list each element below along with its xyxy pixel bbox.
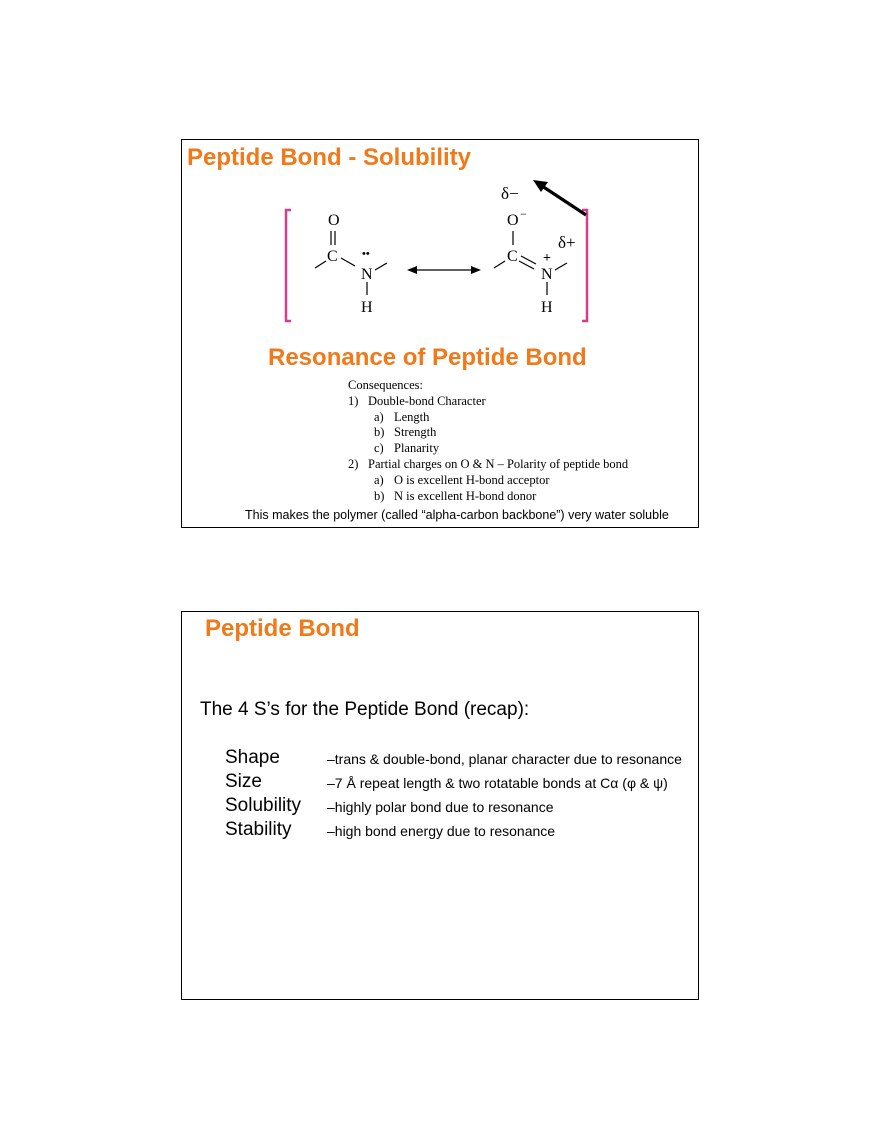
list-item: 2) Partial charges on O & N – Polarity of peptide bond <box>348 456 629 471</box>
row-description: –7 Å repeat length & two rotatable bonds at Cα (φ & ψ) <box>327 775 668 791</box>
row-description: –highly polar bond due to resonance <box>327 799 554 815</box>
list-item: c) Planarity <box>374 441 440 456</box>
right-oxygen-charge: − <box>520 207 527 221</box>
row-description: –high bond energy due to resonance <box>327 823 556 839</box>
right-bracket <box>582 210 587 321</box>
delta-minus-label: δ− <box>501 184 519 203</box>
recap-intro: The 4 S’s for the Peptide Bond (recap): <box>200 699 530 720</box>
delta-plus-label: δ+ <box>558 233 576 252</box>
list-item: b) Strength <box>374 425 437 440</box>
slide-peptide-bond-solubility <box>181 139 699 528</box>
list-item: a) O is excellent H-bond acceptor <box>374 472 550 487</box>
list-item: a) Length <box>374 409 430 424</box>
left-hydrogen: H <box>361 299 373 316</box>
row-term: Shape <box>225 747 280 768</box>
row-term: Size <box>225 771 262 792</box>
resonance-subtitle: Resonance of Peptide Bond <box>268 344 587 371</box>
row-term: Solubility <box>225 795 302 816</box>
left-bracket <box>286 210 291 321</box>
footer-note: This makes the polymer (called “alpha-carbon backbone”) very water soluble <box>245 508 669 522</box>
list-item: b) N is excellent H-bond donor <box>374 488 537 503</box>
right-oxygen: O <box>507 212 519 229</box>
consequences-list <box>348 378 628 504</box>
left-oxygen: O <box>328 212 340 229</box>
right-nitrogen-charge: + <box>543 251 551 266</box>
slide-peptide-bond-recap <box>181 611 699 1000</box>
right-nitrogen: N <box>541 266 553 283</box>
right-hydrogen: H <box>541 299 553 316</box>
left-carbon: C <box>327 248 338 265</box>
consequences-heading: Consequences: <box>348 378 423 392</box>
list-item: 1) Double-bond Character <box>348 393 486 408</box>
left-nitrogen: N <box>361 266 373 283</box>
right-carbon: C <box>507 248 518 265</box>
resonance-structure-diagram <box>182 140 700 340</box>
slide-title: Peptide Bond - Solubility <box>187 144 471 171</box>
row-term: Stability <box>225 819 292 840</box>
left-lone-pair: •• <box>362 248 370 260</box>
row-description: –trans & double-bond, planar character due to resonance <box>327 751 682 767</box>
slide-title: Peptide Bond <box>205 615 360 642</box>
